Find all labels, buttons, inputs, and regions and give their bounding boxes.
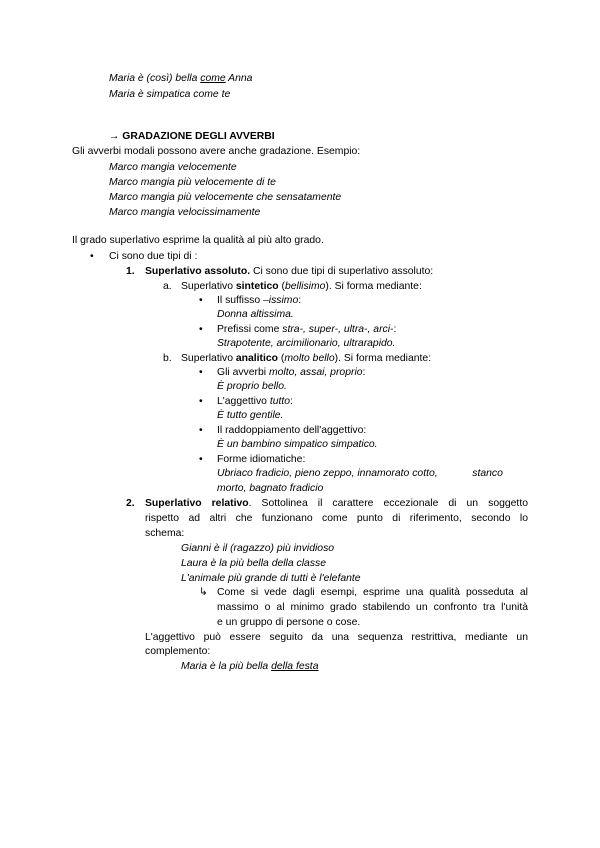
intro-line-1: Maria è (così) bella come Anna [109, 73, 253, 84]
analytic-example: morto, bagnato fradicio [217, 483, 324, 494]
synthetic-item: Prefissi come stra-, super-, ultra-, arci-: [217, 324, 397, 335]
synthetic-item: Il suffisso –issimo: [217, 295, 302, 306]
bullet-icon: • [199, 396, 203, 407]
analytic-example: È proprio bello. [217, 381, 287, 392]
synthetic-example: Strapotente, arcimilionario, ultrarapido. [217, 338, 396, 349]
superlative-definition: Il grado superlativo esprime la qualità al più alto grado. [72, 235, 324, 246]
synthetic-example: Donna altissima. [217, 309, 294, 320]
synthetic-heading: Superlativo sintetico (bellisimo). Si forma mediante: [181, 281, 422, 292]
analytic-item: L'aggettivo tutto: [217, 396, 293, 407]
bullet-icon: • [90, 251, 94, 262]
relative-note: e un gruppo di persone o cose. [217, 617, 361, 628]
relative-example: Gianni è il (ragazzo) più invidioso [181, 543, 335, 554]
bullet-icon: • [199, 295, 203, 306]
return-arrow-icon: ↳ [199, 587, 208, 598]
bullet-icon: • [199, 454, 203, 465]
modal-example: Marco mangia velocissimamente [109, 207, 261, 218]
relative-follow: complemento: [145, 646, 211, 657]
list-letter: b. [163, 353, 172, 364]
relative-heading: Superlativo relativo. Sottolinea il carattere eccezionale di un soggetto [145, 498, 528, 509]
analytic-example: È tutto gentile. [217, 410, 284, 421]
relative-example: Laura è la più bella della classe [181, 558, 326, 569]
modal-example: Marco mangia più velocemente che sensatamente [109, 192, 342, 203]
modal-intro: Gli avverbi modali possono avere anche gradazione. Esempio: [72, 146, 361, 157]
modal-example: Marco mangia velocemente [109, 162, 237, 173]
modal-example: Marco mangia più velocemente di te [109, 177, 276, 188]
analytic-item: Gli avverbi molto, assai, proprio: [217, 367, 366, 378]
analytic-item: Il raddoppiamento dell'aggettivo: [217, 425, 367, 436]
bullet-icon: • [199, 425, 203, 436]
analytic-example: Ubriaco fradicio, pieno zeppo, innamorato cotto, stanco [217, 468, 503, 479]
relative-follow: L'aggettivo può essere seguito da una sequenza restrittiva, mediante un [145, 632, 528, 643]
analytic-heading: Superlativo analitico (molto bello). Si forma mediante: [181, 353, 432, 364]
relative-note: Come si vede dagli esempi, esprime una qualità posseduta al [217, 587, 528, 598]
bullet-intro: Ci sono due tipi di : [109, 251, 198, 262]
intro-line-2: Maria è simpatica come te [109, 89, 231, 100]
relative-text: schema: [145, 528, 185, 539]
section-heading: → GRADAZIONE DEGLI AVVERBI [109, 131, 275, 142]
analytic-example: È un bambino simpatico simpatico. [217, 439, 378, 450]
list-letter: a. [163, 281, 172, 292]
list-number: 1. [126, 266, 135, 277]
bullet-icon: • [199, 324, 203, 335]
list-number: 2. [126, 498, 135, 509]
relative-note: massimo o al minimo grado stabilendo un confronto tra l'unità [217, 602, 528, 613]
bullet-icon: • [199, 367, 203, 378]
final-example: Maria è la più bella della festa [181, 661, 319, 672]
absolute-heading: Superlativo assoluto. Ci sono due tipi di superlativo assoluto: [145, 266, 434, 277]
relative-example: L'animale più grande di tutti è l'elefante [181, 573, 361, 584]
relative-text: rispetto ad altri che funzionano come punto di riferimento, secondo lo [145, 513, 528, 524]
analytic-item: Forme idiomatiche: [217, 454, 306, 465]
